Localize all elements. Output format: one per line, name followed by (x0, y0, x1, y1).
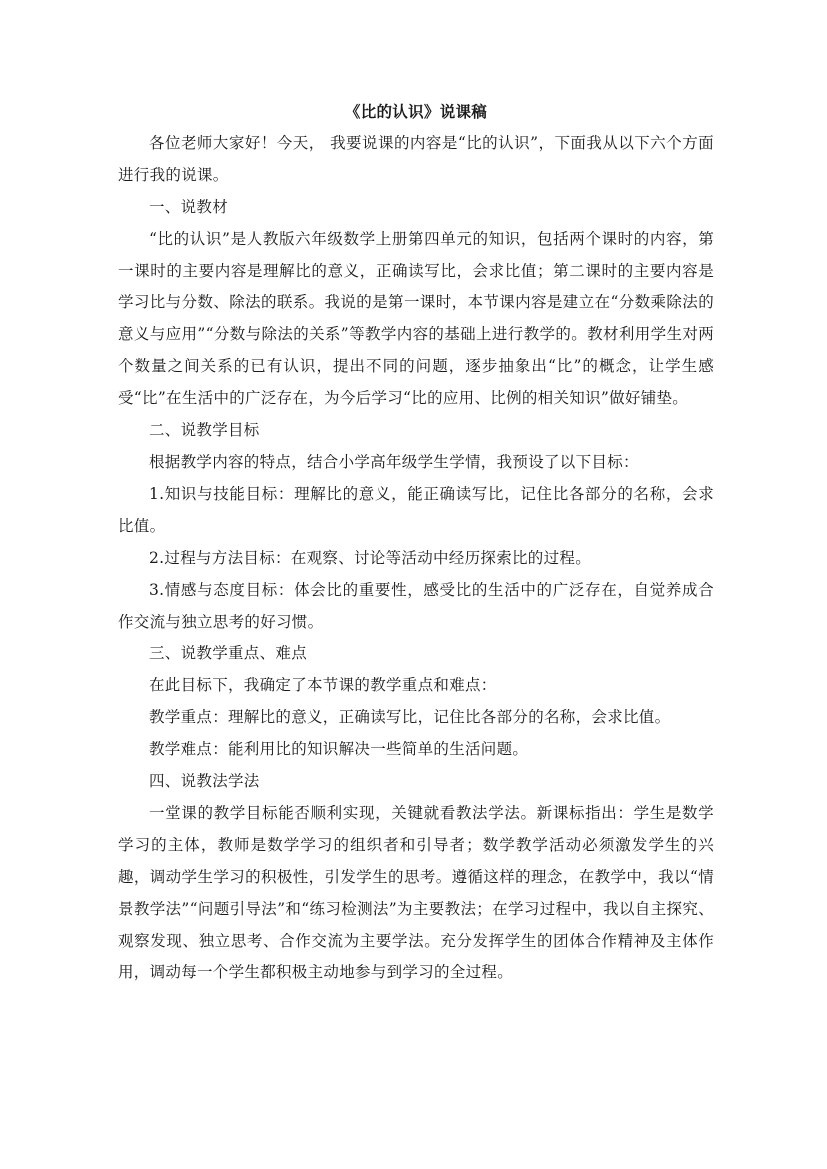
section-heading-textbook: 一、说教材 (149, 197, 229, 216)
goal-process-method: 2.过程与方法目标：在观察、讨论等活动中经历探索比的过程。 (149, 548, 591, 567)
intro-paragraph: 各位老师大家好！今天， 我要说课的内容是“比的认识”，下面我从以下六个方面进行我的说课。 (118, 133, 714, 184)
section-heading-key-difficult: 三、说教学重点、难点 (149, 644, 308, 663)
document-title: 《比的认识》说课稿 (344, 102, 488, 121)
document-page (118, 96, 714, 989)
key-difficult-intro: 在此目标下，我确定了本节课的教学重点和难点： (149, 676, 497, 695)
goals-intro-paragraph: 根据教学内容的特点，结合小学高年级学生学情，我预设了以下目标： (149, 452, 639, 471)
section-heading-methods: 四、说教法学法 (149, 772, 260, 791)
section-heading-goals: 二、说教学目标 (149, 421, 260, 440)
goal-knowledge-skills: 1.知识与技能目标：理解比的意义，能正确读写比，记住比各部分的名称，会求比值。 (118, 484, 714, 535)
goal-emotion-attitude: 3.情感与态度目标：体会比的重要性，感受比的生活中的广泛存在，自觉养成合作交流与独立思考的好习惯。 (118, 580, 714, 631)
methods-paragraph: 一堂课的教学目标能否顺利实现，关键就看教法学法。新课标指出：学生是数学学习的主体，教师是数学学习的组织者和引导者；数学教学活动必须激发学生的兴趣，调动学生学习的积极性，引发学生的思考。遵循这样的理念，在教学中，我以“情景教学法”“问题引导法”和“练习检测法”为主要教法；在学习过程中，我以自主探究、观察发现、独立思考、合作交流为主要学法。充分发挥学生的团体合作精神及主体作用，调动每一个学生都积极主动地参与到学习的全过程。 (118, 803, 714, 982)
textbook-paragraph: “比的认识”是人教版六年级数学上册第四单元的知识，包括两个课时的内容，第一课时的主要内容是理解比的意义，正确读写比，会求比值；第二课时的主要内容是学习比与分数、除法的联系。我说的是第一课时，本节课内容是建立在“分数乘除法的意义与应用”“分数与除法的关系”等教学内容的基础上进行教学的。教材利用学生对两个数量之间关系的已有认识，提出不同的问题，逐步抽象出“比”的概念，让学生感受“比”在生活中的广泛存在，为今后学习“比的应用、比例的相关知识”做好铺垫。 (118, 229, 714, 408)
teaching-difficulty: 教学难点：能利用比的知识解决一些简单的生活问题。 (149, 740, 529, 759)
teaching-key-point: 教学重点：理解比的意义，正确读写比，记住比各部分的名称，会求比值。 (149, 708, 671, 727)
